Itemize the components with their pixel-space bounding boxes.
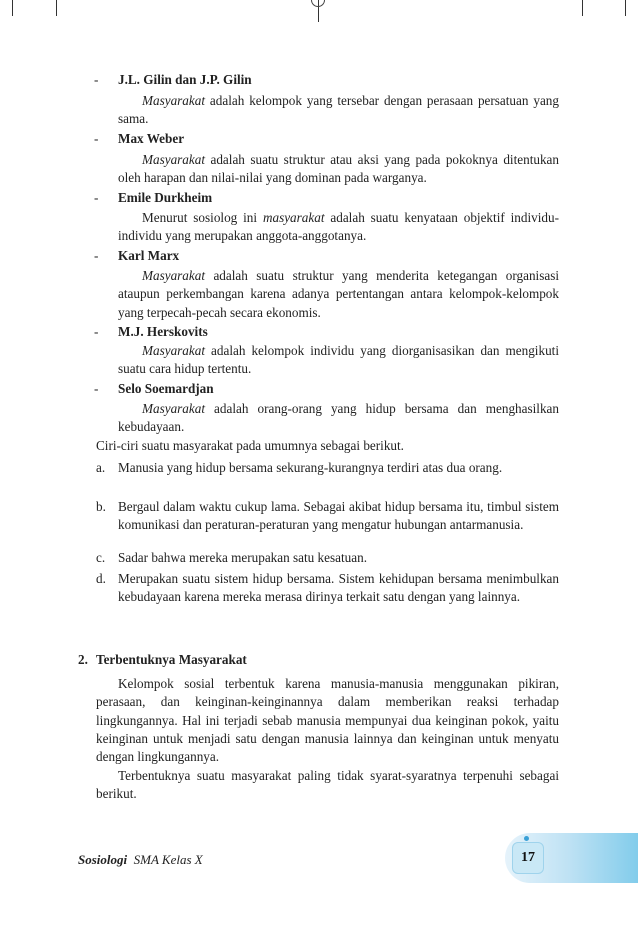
registration-mark xyxy=(311,0,325,7)
crop-mark-left-inner xyxy=(56,0,57,16)
expert-name: Max Weber xyxy=(118,131,185,146)
list-dash: - xyxy=(94,381,99,396)
expert-definition: Masyarakat adalah suatu struktur atau aksi yang pada pokoknya ditentukan oleh harapan dan nilai-nilai yang dominan pada warganya. xyxy=(118,152,559,186)
list-letter: d. xyxy=(96,571,106,586)
expert-definition: Masyarakat adalah orang-orang yang hidup bersama dan menghasilkan kebudayaan. xyxy=(118,401,559,435)
section-paragraph-text: Kelompok sosial terbentuk karena manusia-manusia menggunakan pikiran, perasaan, dan keinginan-keinginannya dalam memberikan reaksi terhadap lingkungannya. Hal ini terjadi sebab manusia mempunyai dua keinginan pokok, yaitu keinginan untuk menjadi satu dengan manusia lainnya dan keinginan untuk menyatu dengan lingkungannya. xyxy=(96,676,559,765)
footer-book: Sosiologi xyxy=(78,852,128,867)
crop-mark-right-inner xyxy=(582,0,583,16)
list-dash: - xyxy=(94,131,99,146)
expert-name: J.L. Gilin dan J.P. Gilin xyxy=(118,72,252,87)
section-title: Terbentuknya Masyarakat xyxy=(96,652,247,667)
expert-definition: Masyarakat adalah kelompok individu yang diorganisasikan dan mengikuti suatu cara hidup tertentu. xyxy=(118,343,559,377)
characteristic-item: Sadar bahwa mereka merupakan satu kesatuan. xyxy=(118,550,367,565)
footer-book-title xyxy=(78,851,203,869)
expert-name: Karl Marx xyxy=(118,248,180,263)
characteristic-item: Merupakan suatu sistem hidup bersama. Sistem kehidupan bersama menimbulkan kebudayaan karena mereka merasa dirinya terkait satu dengan yang lainnya. xyxy=(118,571,559,605)
section-number: 2. xyxy=(78,652,88,667)
list-dash: - xyxy=(94,324,99,339)
list-dash: - xyxy=(94,72,99,87)
expert-definition: Masyarakat adalah suatu struktur yang menderita ketegangan organisasi ataupun perkembangan karena adanya pertentangan antara kelompok-kelompok yang terpecah-pecah secara ekonomis. xyxy=(118,268,559,320)
section-paragraph xyxy=(96,767,559,804)
characteristic-item: Bergaul dalam waktu cukup lama. Sebagai akibat hidup bersama itu, timbul sistem komunikasi dan peraturan-peraturan yang mengatur hubungan antarmanusia. xyxy=(118,499,559,533)
footer-grade: SMA Kelas X xyxy=(133,852,203,867)
expert-name: Selo Soemardjan xyxy=(118,381,214,396)
characteristic-item: Manusia yang hidup bersama sekurang-kurangnya terdiri atas dua orang. xyxy=(118,460,503,475)
page-dot-decoration xyxy=(524,836,529,841)
crop-mark-right xyxy=(625,0,626,16)
expert-name: Emile Durkheim xyxy=(118,190,213,205)
expert-name: M.J. Herskovits xyxy=(118,324,208,339)
section-paragraph xyxy=(96,675,559,766)
list-letter: c. xyxy=(96,550,106,565)
expert-definition: Menurut sosiolog ini masyarakat adalah suatu kenyataan objektif individu-individu yang merupakan anggota-anggotanya. xyxy=(118,210,559,244)
characteristics-intro: Ciri-ciri suatu masyarakat pada umumnya sebagai berikut. xyxy=(96,438,404,453)
list-letter: b. xyxy=(96,499,106,514)
crop-mark-left xyxy=(12,0,13,16)
page-number: 17 xyxy=(512,842,544,874)
expert-definition: Masyarakat adalah kelompok yang tersebar dengan perasaan persatuan yang sama. xyxy=(118,93,559,127)
list-letter: a. xyxy=(96,460,106,475)
section-paragraph-text: Terbentuknya suatu masyarakat paling tidak syarat-syaratnya terpenuhi sebagai berikut. xyxy=(96,768,559,802)
list-dash: - xyxy=(94,248,99,263)
list-dash: - xyxy=(94,190,99,205)
